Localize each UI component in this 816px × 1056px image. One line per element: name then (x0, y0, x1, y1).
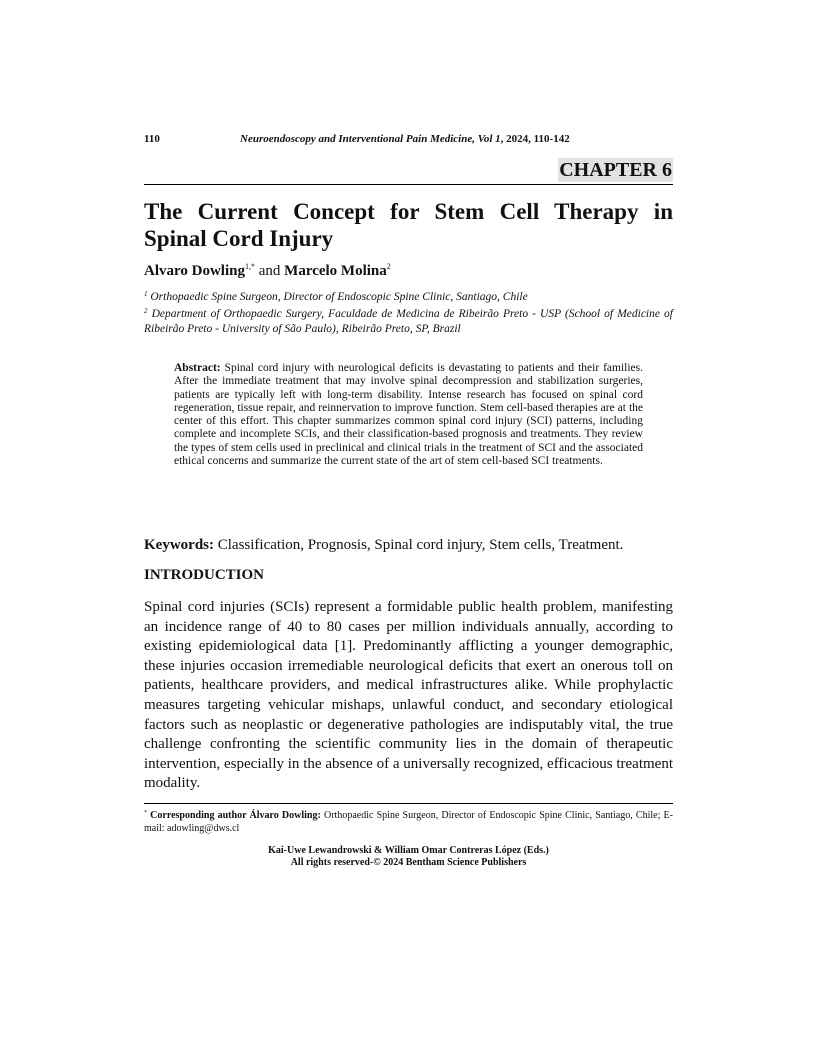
journal-details: , 2024, 110-142 (500, 133, 570, 145)
author-2-affiliation-marker: 2 (386, 262, 391, 271)
affiliation-2-text: Department of Orthopaedic Surgery, Faculdade de Medicina de Ribeirão Preto - USP (School of Medicine of Ribeirão Preto - University of São Paulo), Ribeirão Preto, SP, Brazil (144, 308, 673, 335)
journal-title: Neuroendoscopy and Interventional Pain Medicine, Vol 1 (240, 133, 501, 145)
affiliation-1-marker: 1 (144, 290, 148, 298)
intro-paragraph: Spinal cord injuries (SCIs) represent a formidable public health problem, manifesting an incidence range of 40 to 80 cases per million individuals annually, according to existing epidemiological data [1]. Predominantly afflicting a younger demographic, these injuries occasion irremediable neurological deficits that exert an onerous toll on patients, healthcare providers, and medical infrastructures alike. While prophylactic measures targeting vehicular mishaps, unlawful conduct, and secondary etiological factors such as neoplastic or degenerative pathologies are indisputably vital, the true challenge confronting the scientific community lies in the domain of therapeutic intervention, especially in the absence of a universally recognized, efficacious treatment modality. (144, 599, 673, 792)
keywords-text: Classification, Prognosis, Spinal cord injury, Stem cells, Treatment. (214, 537, 624, 553)
chapter-label: CHAPTER 6 (559, 159, 672, 181)
journal-citation (240, 133, 570, 145)
abstract-text: Spinal cord injury with neurological deficits is devastating to patients and their families. After the immediate treatment that may involve spinal decompression and stabilization surgeries, patients are typically left with long-term disability. Intense research has focused on spinal cord regeneration, tissue repair, and reinnervation to improve function. Stem cell-based therapies are at the center of this effort. This chapter summarizes common spinal cord injury (SCI) patterns, including complete and incomplete SCIs, and their classification-based prognosis and treatments. They review the types of stem cells used in preclinical and clinical trials in the treatment of SCI and the associated ethical concerns and summarize the current state of the art of stem cell-based SCI treatments. (174, 362, 643, 468)
footnote-text: Orthopaedic Spine Surgeon, Director of Endoscopic Spine Clinic, Santiago, Chile; E-mail: adowling@dws.cl (144, 810, 673, 834)
affiliation-2 (144, 304, 673, 337)
author-conjunction: and (254, 263, 285, 279)
editors-line: Kai-Uwe Lewandrowski & William Omar Contreras López (Eds.) (268, 845, 549, 856)
abstract (174, 362, 643, 468)
author-1-affiliation-marker: 1,* (244, 262, 255, 271)
footnote-label: Corresponding author Álvaro Dowling: (147, 810, 321, 821)
abstract-label: Abstract: (174, 362, 221, 374)
author-2: Marcelo Molina (284, 263, 387, 279)
page-number: 110 (144, 133, 160, 145)
affiliation-2-marker: 2 (144, 307, 148, 315)
footnote-marker: * (144, 810, 147, 816)
section-heading-introduction: INTRODUCTION (144, 567, 265, 583)
affiliation-1-text: Orthopaedic Spine Surgeon, Director of Endoscopic Spine Clinic, Santiago, Chile (147, 291, 528, 303)
rights-line: All rights reserved-© 2024 Bentham Science Publishers (290, 857, 527, 868)
keywords (144, 537, 623, 554)
author-1: Alvaro Dowling (144, 263, 245, 279)
footnote (144, 807, 673, 835)
chapter-title: The Current Concept for Stem Cell Therapy in Spinal Cord Injury (144, 199, 673, 251)
chapter-header (144, 158, 673, 185)
running-head (144, 133, 673, 149)
keywords-label: Keywords: (144, 537, 214, 553)
author-line (144, 262, 391, 280)
affiliation-1 (144, 287, 673, 305)
footnote-divider (144, 803, 673, 804)
publisher-info (144, 845, 673, 869)
